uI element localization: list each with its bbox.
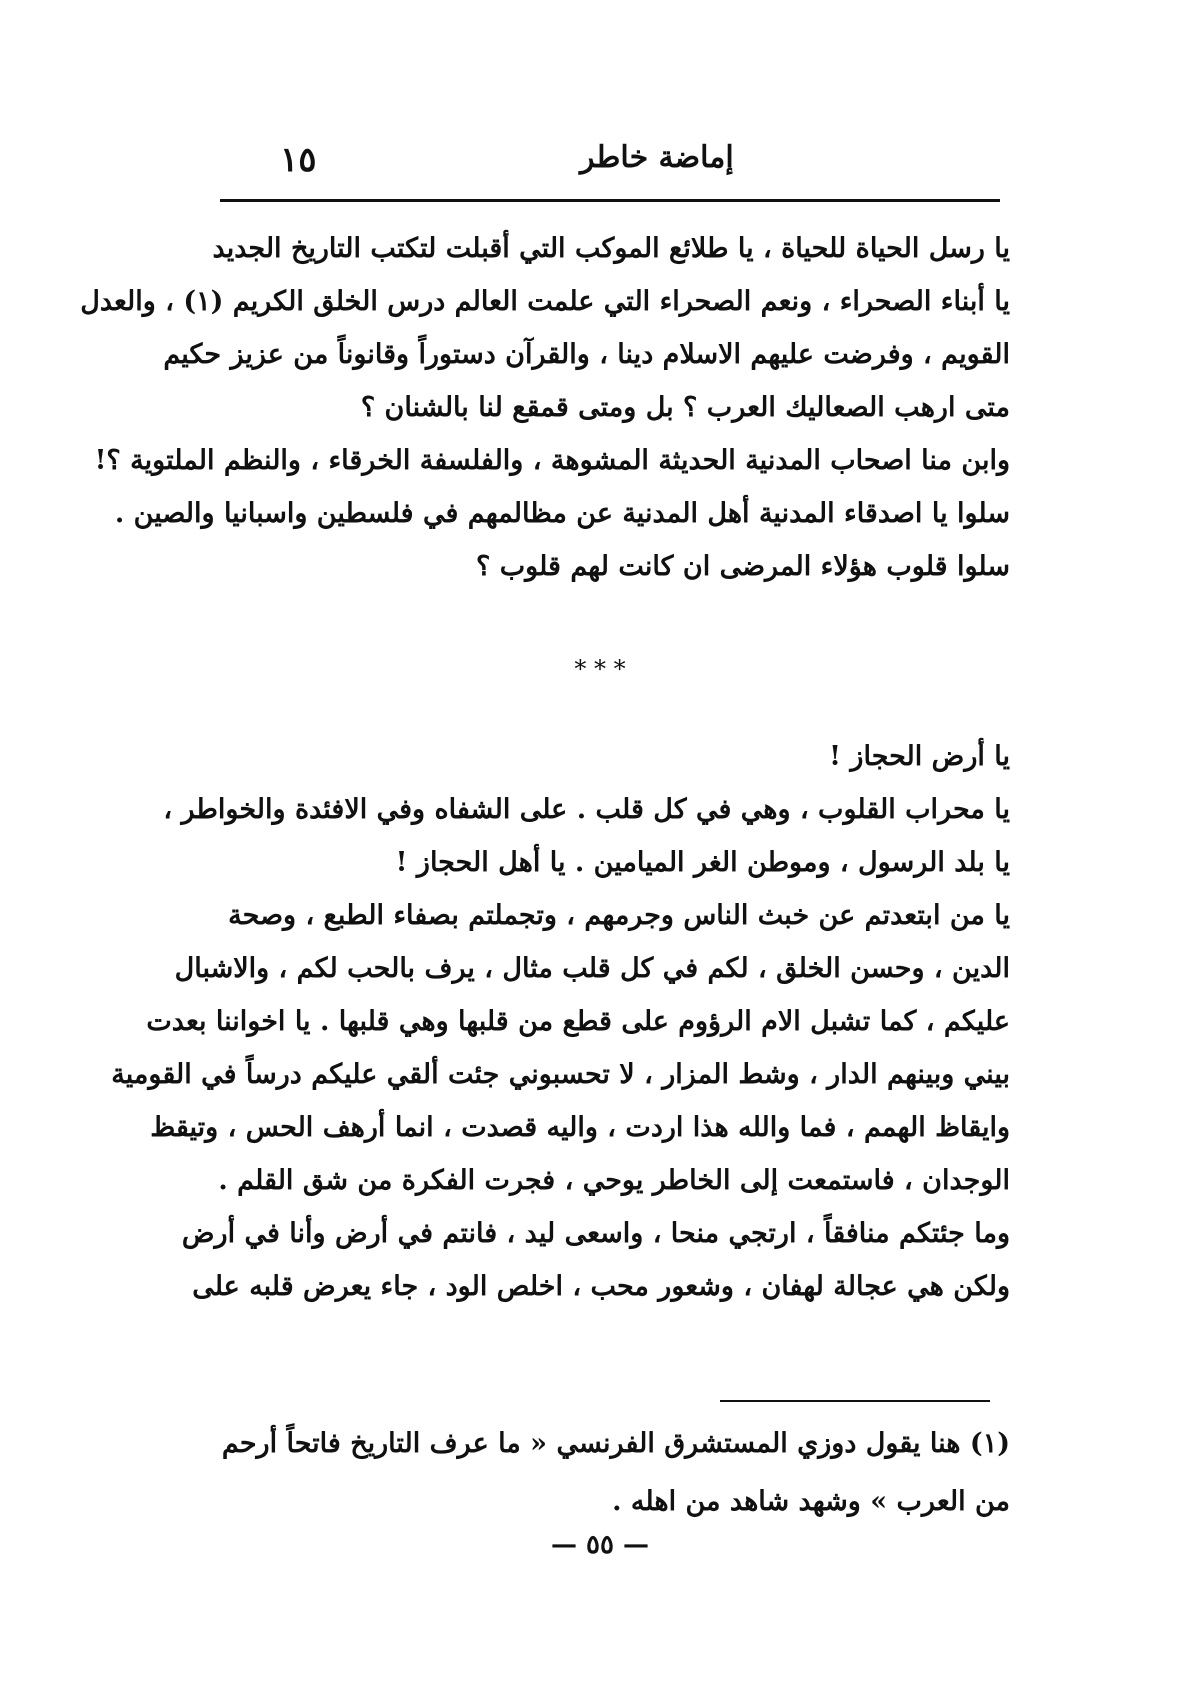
text-line: الوجدان ، فاستمعت إلى الخاطر يوحي ، فجرت الفكرة من شق القلم . (218, 1165, 1010, 1196)
page-header (220, 140, 1000, 190)
header-rule (220, 199, 1000, 202)
text-line: ولكن هي عجالة لهفان ، وشعور محب ، اخلص الود ، جاء يعرض قلبه على (192, 1271, 1010, 1302)
footnote-rule (720, 1400, 990, 1402)
text-line: سلوا قلوب هؤلاء المرضى ان كانت لهم قلوب ؟ (476, 551, 1010, 582)
text-line: يا أبناء الصحراء ، ونعم الصحراء التي علمت العالم درس الخلق الكريم (١) ، والعدل (80, 286, 1010, 317)
text-line: يا محراب القلوب ، وهي في كل قلب . على الشفاه وفي الافئدة والخواطر ، (163, 794, 1010, 825)
text-line: يا أرض الحجاز ! (829, 741, 1010, 772)
body-paragraph-1 (80, 222, 1010, 593)
body-paragraph-2 (111, 730, 1010, 1313)
text-line: وايقاظ الهمم ، فما والله هذا اردت ، واليه قصدت ، انما أرهف الحس ، وتيقظ (150, 1112, 1010, 1143)
text-line: يا بلد الرسول ، وموطن الغر الميامين . يا أهل الحجاز ! (395, 847, 1010, 878)
page-number: ١٥ (280, 140, 317, 180)
text-line: القويم ، وفرضت عليهم الاسلام دينا ، والقرآن دستوراً وقانوناً من عزيز حكيم (163, 339, 1010, 370)
text-line: عليكم ، كما تشبل الام الرؤوم على قطع من قلبها وهي قلبها . يا اخواننا بعدت (146, 1006, 1010, 1037)
text-line: يا رسل الحياة للحياة ، يا طلائع الموكب التي أقبلت لتكتب التاريخ الجديد (212, 233, 1010, 264)
footnote-line: (١) هنا يقول دوزي المستشرق الفرنسي « ما عرف التاريخ فاتحاً أرحم (221, 1428, 1010, 1459)
section-asterism: * * * (574, 655, 626, 683)
text-line: وابن منا اصحاب المدنية الحديثة المشوهة ، والفلسفة الخرقاء ، والنظم الملتوية ؟! (94, 445, 1010, 476)
text-line: وما جئتكم منافقاً ، ارتجي منحا ، واسعى ليد ، فانتم في أرض وأنا في أرض (181, 1218, 1010, 1249)
text-line: الدين ، وحسن الخلق ، لكم في كل قلب مثال ، يرف بالحب لكم ، والاشبال (174, 953, 1010, 984)
text-line: بيني وبينهم الدار ، وشط المزار ، لا تحسبوني جئت ألقي عليكم درساً في القومية (111, 1059, 1010, 1090)
text-line: سلوا يا اصدقاء المدنية أهل المدنية عن مظالمهم في فلسطين واسبانيا والصين . (114, 498, 1010, 529)
folio-number: — ٥٥ — (550, 1530, 650, 1560)
text-line: متى ارهب الصعاليك العرب ؟ بل ومتى قمقع لنا بالشنان ؟ (360, 392, 1010, 423)
footnote (210, 1415, 1010, 1531)
footnote-line: من العرب » وشهد شاهد من اهله . (612, 1486, 1010, 1517)
text-line: يا من ابتعدتم عن خبث الناس وجرمهم ، وتجملتم بصفاء الطبع ، وصحة (228, 900, 1010, 931)
running-title: إماضة خاطر (580, 140, 734, 175)
